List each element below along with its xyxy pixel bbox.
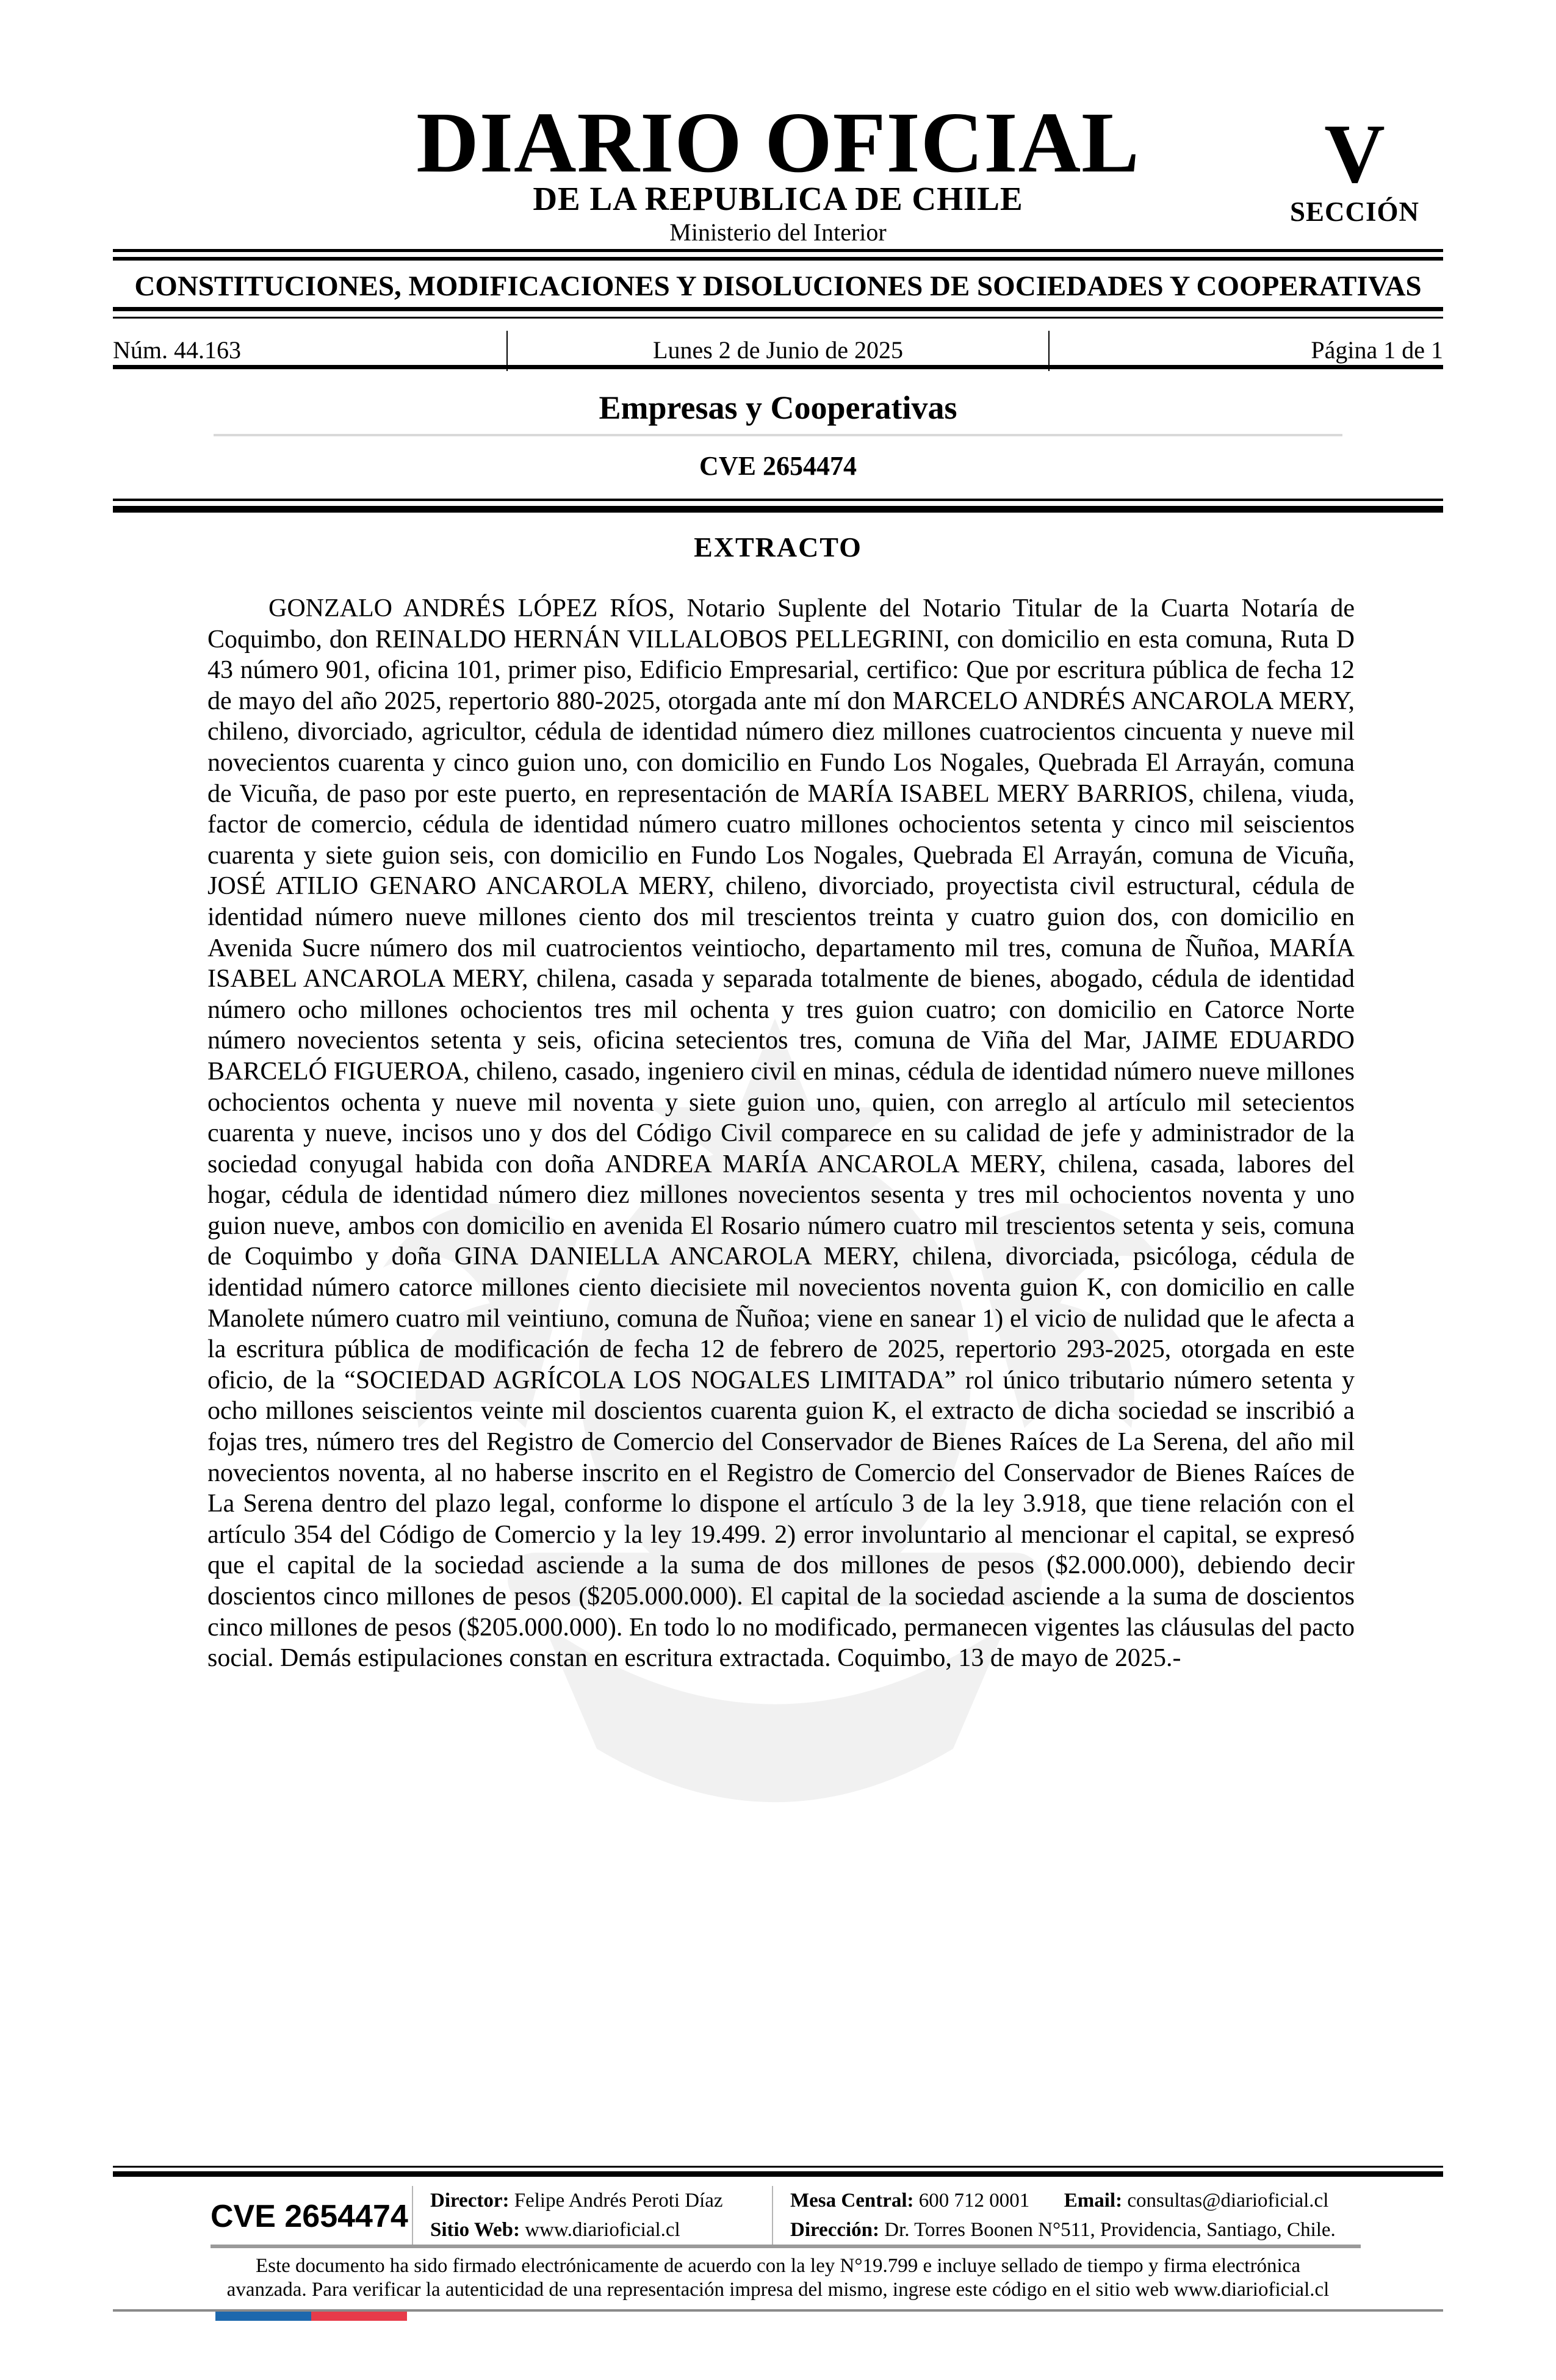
address-label: Dirección: <box>790 2219 880 2241</box>
footer-rule-thick <box>113 2171 1443 2177</box>
page-title: DIARIO OFICIAL <box>416 94 1140 190</box>
disclaimer-line-2: avanzada. Para verificar la autenticidad de una representación impresa del mismo, ingrese este código en el sitio web www.diarioficial.cl <box>226 2279 1330 2301</box>
director-name: Felipe Andrés Peroti Díaz <box>514 2190 723 2212</box>
extracto-rule-thin <box>113 499 1443 501</box>
notice-heading: EXTRACTO <box>694 532 862 563</box>
issue-rule <box>113 365 1443 369</box>
cve-heading: CVE 2654474 <box>699 451 857 481</box>
issue-number: Núm. 44.163 <box>113 336 241 364</box>
banner-headline: CONSTITUCIONES, MODIFICACIONES Y DISOLUCIONES DE SOCIEDADES Y COOPERATIVAS <box>134 270 1422 302</box>
phone-label: Mesa Central: <box>790 2190 914 2212</box>
disclaimer <box>206 2254 1350 2302</box>
disclaimer-rule <box>211 2245 1361 2248</box>
email-address: consultas@diarioficial.cl <box>1127 2190 1329 2212</box>
issue-date: Lunes 2 de Junio de 2025 <box>653 336 903 364</box>
address-value: Dr. Torres Boonen N°511, Providencia, Santiago, Chile. <box>884 2219 1336 2241</box>
extracto-rule-thick <box>113 506 1443 513</box>
footer-cve-cell <box>211 2186 412 2247</box>
footer-director-cell <box>413 2186 772 2247</box>
ministry-line: Ministerio del Interior <box>669 218 887 246</box>
section-label: SECCIÓN <box>1289 197 1420 227</box>
masthead-rule-top <box>113 249 1443 252</box>
flag-blue-segment <box>215 2312 311 2321</box>
banner-rule-thick <box>113 307 1443 311</box>
banner-rule-thin <box>113 317 1443 319</box>
issue-page: Página 1 de 1 <box>1311 336 1443 364</box>
section-heading: Empresas y Cooperativas <box>599 389 957 426</box>
director-label: Director: <box>430 2190 510 2212</box>
site-label: Sitio Web: <box>430 2219 520 2241</box>
flag-red-segment <box>311 2312 407 2321</box>
section-badge <box>1281 107 1428 227</box>
footer-rule-thin <box>113 2166 1443 2168</box>
page-subtitle: DE LA REPUBLICA DE CHILE <box>533 180 1023 217</box>
notice-body-text: GONZALO ANDRÉS LÓPEZ RÍOS, Notario Suplente del Notario Titular de la Cuarta Notaría de Coquimbo, don REINALDO HERNÁN VILLALOBOS PELLEGRINI, con domicilio en esta comuna, Ruta D 43 número 901, oficina 101, primer piso, Edificio Empresarial, certifico: Que por escritura pública de fecha 12 de mayo del año 2025, repertorio 880-2025, otorgada ante mí don MARCELO ANDRÉS ANCAROLA MERY, chileno, divorciado, agricultor, cédula de identidad número diez millones cuatrocientos cincuenta y nueve mil novecientos cuarenta y cinco guion uno, con domicilio en Fundo Los Nogales, Quebrada El Arrayán, comuna de Vicuña, de paso por este puerto, en representación de MARÍA ISABEL MERY BARRIOS, chilena, viuda, factor de comercio, cédula de identidad número cuatro millones ochocientos setenta y cinco mil seiscientos cuarenta y siete guion seis, con domicilio en Fundo Los Nogales, Quebrada El Arrayán, comuna de Vicuña, JOSÉ ATILIO GENARO ANCAROLA MERY, chileno, divorciado, proyectista civil estructural, cédula de identidad número nueve millones ciento dos mil trescientos treinta y cuatro guion dos, con domicilio en Avenida Sucre número dos mil cuatrocientos veintiocho, departamento mil tres, comuna de Ñuñoa, MARÍA ISABEL ANCAROLA MERY, chilena, casada y separada totalmente de bienes, abogado, cédula de identidad número ocho millones ochocientos tres mil ochenta y tres guion cuatro; con domicilio en Catorce Norte número novecientos setenta y seis, oficina setecientos tres, comuna de Viña del Mar, JAIME EDUARDO BARCELÓ FIGUEROA, chileno, casado, ingeniero civil en minas, cédula de identidad número nueve millones ochocientos ochenta y nueve mil noventa y siete guion uno, quien, con arreglo al artículo mil setecientos cuarenta y nueve, incisos uno y dos del Código Civil comparece en su calidad de jefe y administrador de la sociedad conyugal habida con doña ANDREA MARÍA ANCAROLA MERY, chilena, casada, labores del hogar, cédula de identidad número diez millones novecientos sesenta y tres mil ochocientos noventa y uno guion nueve, ambos con domicilio en avenida El Rosario número cuatro mil trescientos setenta y seis, comuna de Coquimbo y doña GINA DANIELLA ANCAROLA MERY, chilena, divorciada, psicóloga, cédula de identidad número catorce millones ciento diecisiete mil novecientos noventa guion K, con domicilio en calle Manolete número cuatro mil veintiuno, comuna de Ñuñoa; viene en sanear 1) el vicio de nulidad que le afecta a la escritura pública de modificación de fecha 12 de febrero de 2025, repertorio 293-2025, otorgada en este oficio, de la “SOCIEDAD AGRÍCOLA LOS NOGALES LIMITADA” rol único tributario número setenta y ocho millones seiscientos veinte mil doscientos cuarenta guion K, el extracto de dicha sociedad se inscribió a fojas tres, número tres del Registro de Comercio del Conservador de Bienes Raíces de La Serena, del año mil novecientos noventa, al no haberse inscrito en el Registro de Comercio del Conservador de Bienes Raíces de La Serena dentro del plazo legal, conforme lo dispone el artículo 3 de la ley 3.918, que tiene relación con el artículo 354 del Código de Comercio y la ley 19.499. 2) error involuntario al mencionar el capital, se expresó que el capital de la sociedad asciende a la suma de dos millones de pesos ($2.000.000), debiendo decir doscientos cinco millones de pesos ($205.000.000). El capital de la sociedad asciende a la suma de doscientos cinco millones de pesos ($205.000.000). En todo lo no modificado, permanecen vigentes las cláusulas del pacto social. Demás estipulaciones constan en escritura extractada. Coquimbo, 13 de mayo de 2025.- <box>207 594 1355 1673</box>
footer-contact-cell <box>773 2186 1443 2247</box>
section-heading-underline <box>214 434 1342 436</box>
phone-number: 600 712 0001 <box>918 2190 1030 2212</box>
footer-cve: CVE 2654474 <box>211 2199 408 2234</box>
masthead-rule-bottom <box>113 257 1443 261</box>
disclaimer-line-1: Este documento ha sido firmado electrónicamente de acuerdo con la ley N°19.799 e incluye sellado de tiempo y firma electrónica <box>255 2255 1301 2277</box>
section-numeral: V <box>1324 107 1385 200</box>
email-label: Email: <box>1064 2190 1123 2212</box>
site-url: www.diarioficial.cl <box>525 2219 680 2241</box>
footer-info <box>211 2186 1443 2247</box>
